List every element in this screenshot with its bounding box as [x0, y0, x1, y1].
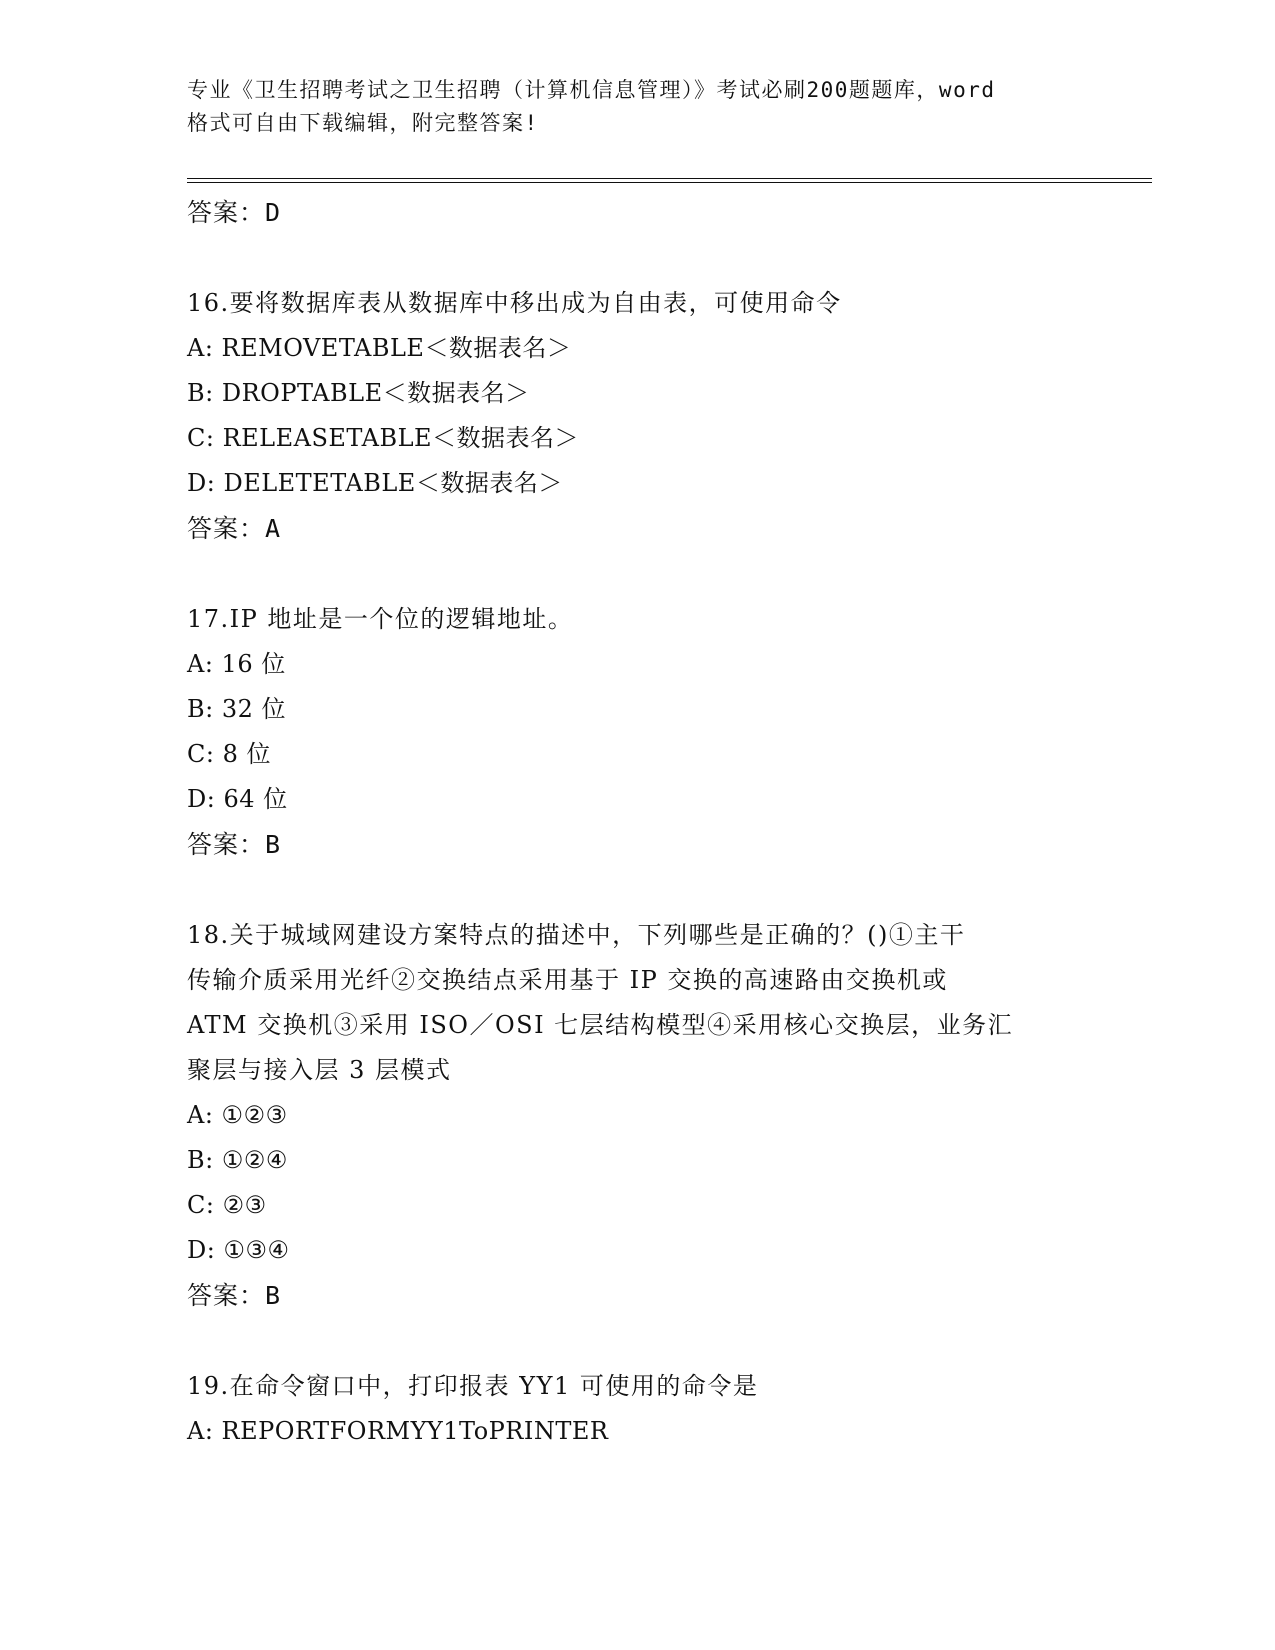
option-c: C: ②③ [187, 1191, 267, 1219]
option-a: A: REMOVETABLE＜数据表名＞ [187, 334, 572, 362]
option-a: A: REPORTFORMYY1ToPRINTER [187, 1417, 609, 1445]
question-19 [187, 1364, 1087, 1454]
question-18 [187, 913, 1087, 1318]
question-17 [187, 597, 1087, 867]
page-header [187, 74, 1087, 140]
option-c: C: 8 位 [187, 740, 271, 768]
question-stem-line-1: 18.关于城域网建设方案特点的描述中，下列哪些是正确的？()①主干 [187, 921, 966, 949]
option-a: A: 16 位 [187, 650, 286, 678]
answer: 答案：A [187, 514, 282, 543]
option-c: C: RELEASETABLE＜数据表名＞ [187, 424, 580, 452]
question-stem-line-4: 聚层与接入层 3 层模式 [187, 1056, 452, 1084]
question-16 [187, 281, 1087, 551]
question-stem: 19.在命令窗口中，打印报表 YY1 可使用的命令是 [187, 1372, 759, 1400]
spacer [187, 551, 1087, 597]
option-d: D: 64 位 [187, 785, 288, 813]
question-list [187, 190, 1087, 1454]
question-stem: 16.要将数据库表从数据库中移出成为自由表，可使用命令 [187, 289, 842, 317]
option-a: A: ①②③ [187, 1101, 288, 1129]
answer: 答案：B [187, 1281, 282, 1310]
spacer [187, 1318, 1087, 1364]
question-stem-line-3: ATM 交换机③采用 ISO／OSI 七层结构模型④采用核心交换层，业务汇 [187, 1011, 1014, 1039]
answer: 答案：B [187, 830, 282, 859]
previous-answer: 答案：D [187, 198, 282, 227]
header-line-1: 专业《卫生招聘考试之卫生招聘（计算机信息管理）》考试必刷200题题库，word [187, 78, 996, 102]
option-d: D: DELETETABLE＜数据表名＞ [187, 469, 563, 497]
question-stem: 17.IP 地址是一个位的逻辑地址。 [187, 605, 574, 633]
spacer [187, 867, 1087, 913]
question-stem-line-2: 传输介质采用光纤②交换结点采用基于 IP 交换的高速路由交换机或 [187, 966, 948, 994]
header-line-2: 格式可自由下载编辑，附完整答案! [187, 111, 539, 135]
header-divider [187, 178, 1152, 183]
option-b: B: 32 位 [187, 695, 287, 723]
option-b: B: ①②④ [187, 1146, 288, 1174]
option-b: B: DROPTABLE＜数据表名＞ [187, 379, 530, 407]
spacer [187, 235, 1087, 281]
option-d: D: ①③④ [187, 1236, 290, 1264]
